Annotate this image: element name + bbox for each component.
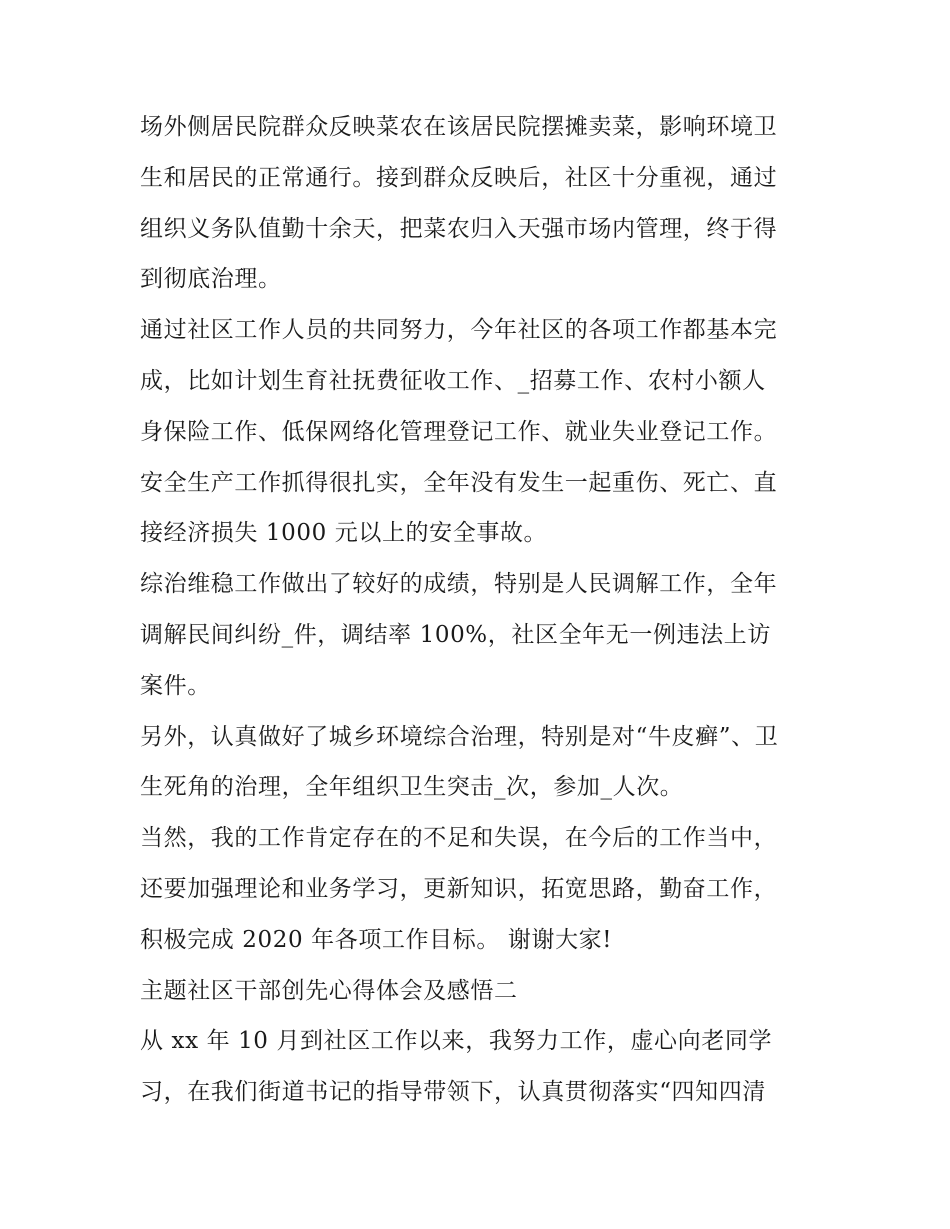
- text-line: 习，在我们街道书记的指导带领下，认真贯彻落实“四知四清: [140, 1079, 766, 1106]
- text-line: 生死角的治理，全年组织卫生突击_次，参加_人次。: [140, 774, 684, 801]
- text-line: 通过社区工作人员的共同努力，今年社区的各项工作都基本完: [140, 317, 778, 344]
- text-line: 组织义务队值勤十余天，把菜农归入天强市场内管理，终于得: [140, 215, 778, 242]
- text-line: 积极完成 2020 年各项工作目标。 谢谢大家!: [140, 926, 613, 953]
- document-body: [140, 102, 820, 1118]
- section-heading: 主题社区干部创先心得体会及感悟二: [140, 977, 518, 1004]
- text-line: 安全生产工作抓得很扎实，全年没有发生一起重伤、死亡、直: [140, 469, 778, 496]
- text-line: 另外，认真做好了城乡环境综合治理，特别是对“牛皮癣”、卫: [140, 723, 779, 750]
- text-line: 综治维稳工作做出了较好的成绩，特别是人民调解工作，全年: [140, 571, 778, 598]
- text-line: 成，比如计划生育社抚费征收工作、_招募工作、农村小额人: [140, 367, 766, 394]
- text-line: 到彻底治理。: [140, 266, 282, 293]
- text-line: 从 xx 年 10 月到社区工作以来，我努力工作，虚心向老同学: [140, 1028, 773, 1055]
- text-line: 调解民间纠纷_件，调结率 100%，社区全年无一例违法上访: [140, 621, 771, 648]
- text-line: 接经济损失 1000 元以上的安全事故。: [140, 520, 548, 547]
- text-line: 身保险工作、低保网络化管理登记工作、就业失业登记工作。: [140, 418, 778, 445]
- text-line: 当然，我的工作肯定存在的不足和失误，在今后的工作当中，: [140, 825, 778, 852]
- text-line: 场外侧居民院群众反映菜农在该居民院摆摊卖菜，影响环境卫: [140, 114, 778, 140]
- text-line: 生和居民的正常通行。接到群众反映后，社区十分重视，通过: [140, 164, 778, 191]
- text-line: 还要加强理论和业务学习，更新知识，拓宽思路，勤奋工作，: [140, 875, 778, 902]
- text-line: 案件。: [140, 672, 211, 699]
